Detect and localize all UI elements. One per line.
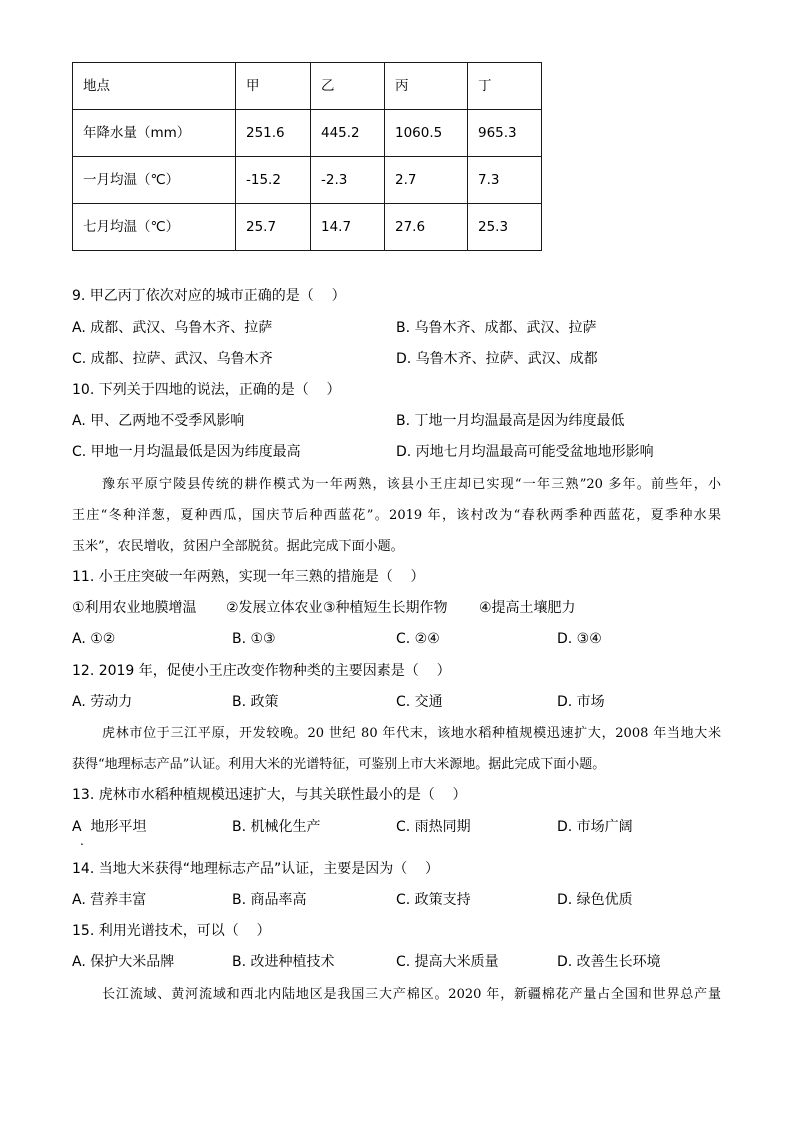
option-a: A. 成都、武汉、乌鲁木齐、拉萨 (72, 319, 273, 336)
option-d: D. 市场 (557, 693, 605, 710)
statement-4: ④提高土壤肥力 (479, 600, 576, 617)
table-cell: 25.7 (236, 204, 311, 251)
option-b: B. 改进种植技术 (232, 954, 335, 971)
question-13-options-row (72, 812, 721, 843)
question-15-options-row (72, 947, 721, 978)
table-row-label: 七月均温（℃） (73, 204, 236, 251)
question-body (72, 281, 721, 1009)
passage-1-line: 王庄“冬种洋葱，夏种西瓜，国庆节后种西蓝花”。2019 年，该村改为“春秋两季种西蓝花，夏季种水果 (72, 507, 721, 523)
option-a: A. 甲、乙两地不受季风影响 (72, 413, 245, 430)
option-d: D. 改善生长环境 (557, 954, 661, 971)
option-a: A 地形平坦 (72, 818, 147, 835)
question-14-stem: 14. 当地大米获得“地理标志产品”认证，主要是因为（ ） (72, 860, 440, 877)
blank-spacer (72, 833, 721, 854)
question-11-options-row (72, 624, 721, 655)
table-row (73, 157, 542, 204)
table-cell: 2.7 (385, 157, 468, 204)
statement-1: ①利用农业地膜增温 (72, 600, 197, 617)
table-row-label: 年降水量（mm） (73, 110, 236, 157)
statement-2: ②发展立体农业 (226, 600, 323, 617)
table-cell: 27.6 (385, 204, 468, 251)
option-c: C. 成都、拉萨、武汉、乌鲁木齐 (72, 350, 273, 367)
question-10-options-row (72, 406, 721, 437)
passage-2-line: 虎林市位于三江平原，开发较晚。20 世纪 80 年代末，该地水稻种植规模迅速扩大，2008 年当地大米 (102, 726, 721, 742)
table-header-row (73, 63, 542, 110)
table-header-cell: 地点 (73, 63, 236, 110)
question-12-options-row (72, 687, 721, 718)
option-a: A. 营养丰富 (72, 891, 147, 908)
question-9-options-row (72, 313, 721, 344)
table-row-label: 一月均温（℃） (73, 157, 236, 204)
table-cell: -15.2 (236, 157, 311, 204)
option-b: B. 丁地一月均温最高是因为纬度最低 (396, 413, 625, 430)
question-13-stem: 13. 虎林市水稻种植规模迅速扩大，与其关联性最小的是（ ） (72, 787, 467, 804)
statement-3: ③种植短生长期作物 (323, 600, 448, 617)
stray-mark: . (80, 833, 84, 848)
question-9-options-row (72, 344, 721, 375)
table-cell: -2.3 (311, 157, 385, 204)
question-10-stem: 10. 下列关于四地的说法，正确的是（ ） (72, 381, 341, 398)
question-14-options-row (72, 885, 721, 916)
table-cell: 965.3 (468, 110, 542, 157)
question-15-stem: 15. 利用光谱技术，可以（ ） (72, 923, 271, 940)
question-12-stem: 12. 2019 年，促使小王庄改变作物种类的主要因素是（ ） (72, 662, 451, 679)
option-b: B. 机械化生产 (232, 818, 321, 835)
option-a: A. 劳动力 (72, 693, 133, 710)
option-b: B. 乌鲁木齐、成都、武汉、拉萨 (396, 319, 597, 336)
option-d: D. 市场广阔 (557, 818, 633, 835)
table-cell: 251.6 (236, 110, 311, 157)
table-row (73, 110, 542, 157)
table-cell: 7.3 (468, 157, 542, 204)
option-b: B. 商品率高 (232, 891, 307, 908)
option-a: A. 保护大米品牌 (72, 954, 175, 971)
table-cell: 14.7 (311, 204, 385, 251)
passage-3-line: 长江流域、黄河流域和西北内陆地区是我国三大产棉区。2020 年，新疆棉花产量占全国和世界总产量 (102, 986, 721, 1002)
option-d: D. ③④ (557, 631, 602, 648)
table-cell: 1060.5 (385, 110, 468, 157)
passage-1-line: 豫东平原宁陵县传统的耕作模式为一年两熟，该县小王庄却已实现“一年三熟”20 多年。前些年，小 (102, 476, 721, 492)
table-header-cell: 乙 (311, 63, 385, 110)
table-cell: 25.3 (468, 204, 542, 251)
option-c: C. 雨热同期 (396, 818, 471, 835)
option-d: D. 乌鲁木齐、拉萨、武汉、成都 (396, 350, 598, 367)
question-10-options-row (72, 437, 721, 468)
option-d: D. 丙地七月均温最高可能受盆地地形影响 (396, 444, 654, 461)
table-header-cell: 甲 (236, 63, 311, 110)
option-b: B. 政策 (232, 693, 279, 710)
table-header-cell: 丁 (468, 63, 542, 110)
option-d: D. 绿色优质 (557, 891, 633, 908)
question-11-statements (72, 593, 721, 624)
option-c: C. 提高大米质量 (396, 954, 499, 971)
passage-2-line: 获得“地理标志产品”认证。利用大米的光谱特征，可鉴别上市大米源地。据此完成下面小题。 (72, 757, 606, 773)
passage-1-line: 玉米”，农民增收，贫困户全部脱贫。据此完成下面小题。 (72, 538, 404, 554)
table-row (73, 204, 542, 251)
climate-data-table (72, 62, 542, 251)
table-cell: 445.2 (311, 110, 385, 157)
option-b: B. ①③ (232, 631, 276, 648)
option-c: C. 甲地一月均温最低是因为纬度最高 (72, 444, 301, 461)
option-a: A. ①② (72, 631, 116, 648)
table-header-cell: 丙 (385, 63, 468, 110)
question-11-stem: 11. 小王庄突破一年两熟，实现一年三熟的措施是（ ） (72, 569, 425, 586)
option-c: C. 政策支持 (396, 891, 471, 908)
question-9-stem: 9. 甲乙丙丁依次对应的城市正确的是（ ） (72, 288, 346, 305)
option-c: C. ②④ (396, 631, 440, 648)
option-c: C. 交通 (396, 693, 443, 710)
